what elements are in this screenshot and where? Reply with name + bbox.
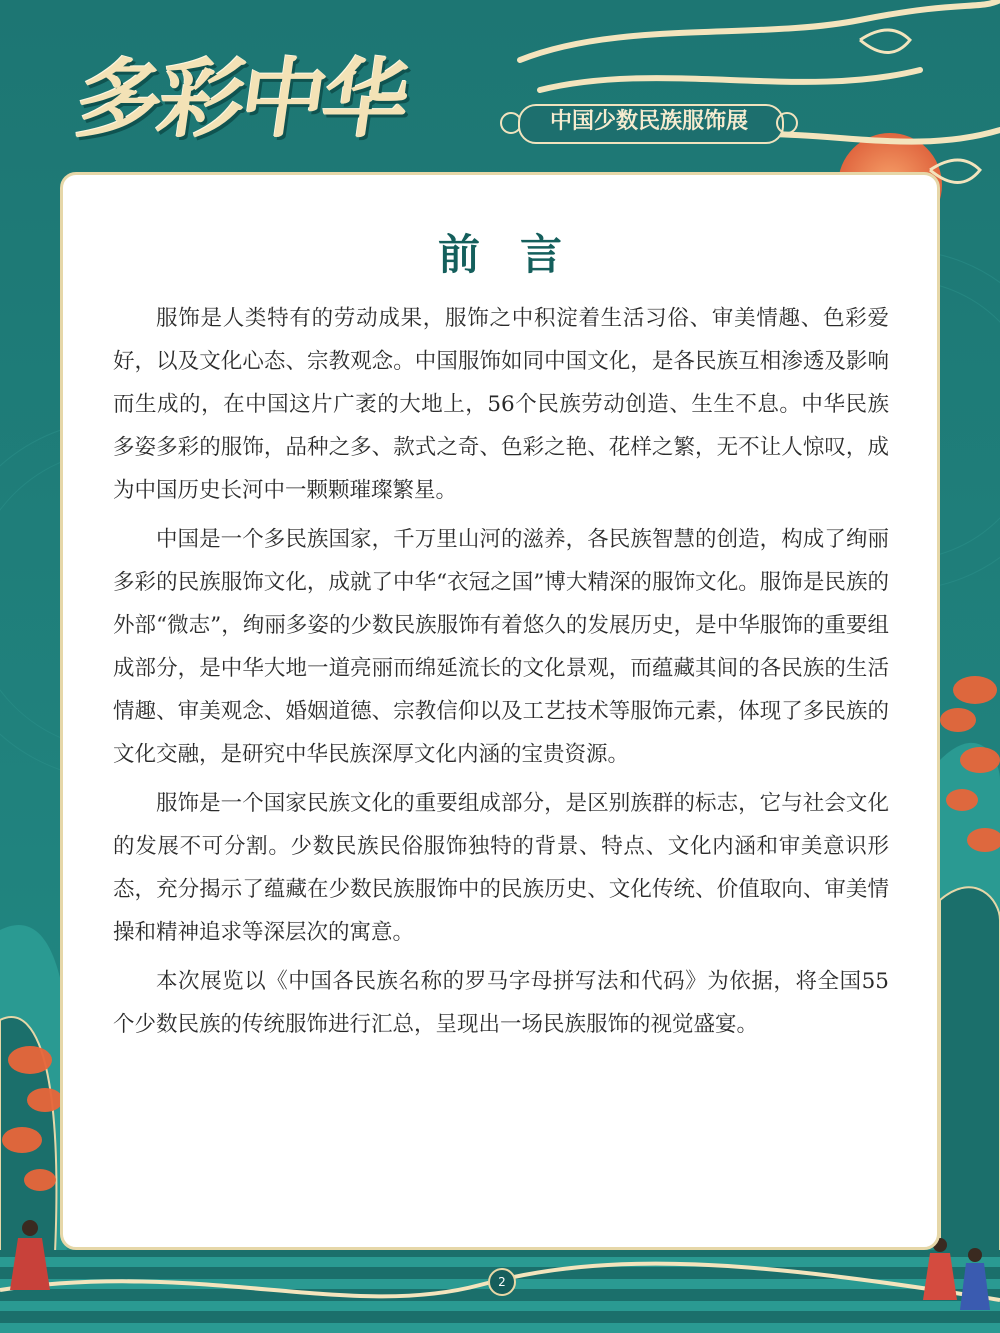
section-heading: 前言 bbox=[437, 230, 602, 279]
paragraph: 服饰是一个国家民族文化的重要组成部分，是区别族群的标志，它与社会文化的发展不可分割。少数民族民俗服饰独特的背景、特点、文化内涵和审美意识形态，充分揭示了蕴藏在少数民族服饰中的民族历史、文化传统、价值取向、审美情操和精神追求等深层次的寓意。 bbox=[113, 791, 889, 945]
paragraph: 中国是一个多民族国家，千万里山河的滋养，各民族智慧的创造，构成了绚丽多彩的民族服饰文化，成就了中华“衣冠之国”博大精深的服饰文化。服饰是民族的外部“微志”，绚丽多姿的少数民族服饰有着悠久的发展历史，是中华服饰的重要组成部分，是中华大地一道亮丽而绵延流长的文化景观，而蕴藏其间的各民族的生活情趣、审美观念、婚姻道德、宗教信仰以及工艺技术等服饰元素，体现了多民族的文化交融，是研究中华民族深厚文化内涵的宝贵资源。 bbox=[113, 527, 889, 767]
brand-title: 多彩中华 bbox=[69, 49, 413, 150]
exhibition-subtitle: 中国少数民族服饰展 bbox=[549, 109, 748, 134]
page-number: 2 bbox=[488, 1268, 516, 1296]
preface-body bbox=[113, 297, 889, 1052]
paragraph: 服饰是人类特有的劳动成果，服饰之中积淀着生活习俗、审美情趣、色彩爱好，以及文化心态、宗教观念。中国服饰如同中国文化，是各民族互相渗透及影响而生成的，在中国这片广袤的大地上，56个民族劳动创造、生生不息。中华民族多姿多彩的服饰，品种之多、款式之奇、色彩之艳、花样之繁，无不让人惊叹，成为中国历史长河中一颗颗璀璨繁星。 bbox=[113, 306, 889, 503]
brand-logo bbox=[69, 30, 498, 150]
exhibition-badge bbox=[500, 100, 798, 144]
paragraph: 本次展览以《中国各民族名称的罗马字母拼写法和代码》为依据，将全国55个少数民族的传统服饰进行汇总，呈现出一场民族服饰的视觉盛宴。 bbox=[113, 969, 889, 1037]
